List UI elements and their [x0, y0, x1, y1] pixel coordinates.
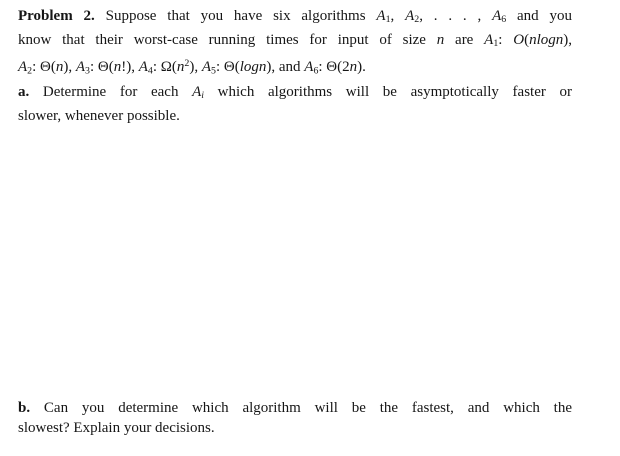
- math-run: n: [113, 59, 122, 76]
- math-run: logn: [239, 59, 267, 76]
- text-line: [18, 30, 572, 54]
- math-run: n: [176, 59, 185, 76]
- math-run: n: [55, 59, 64, 76]
- math-run: A: [192, 83, 202, 100]
- math-run: 2: [184, 58, 190, 70]
- bold-text-run: b.: [18, 400, 31, 416]
- text-run: ),: [63, 59, 76, 76]
- math-run: n: [436, 32, 445, 49]
- math-run: 2: [414, 14, 420, 26]
- math-run: A: [304, 59, 314, 76]
- bold-text-run: a.: [18, 83, 30, 100]
- paragraph-problem-statement-and-part-a: [18, 6, 572, 126]
- math-run: A: [405, 8, 415, 24]
- text-run: ), and: [266, 59, 305, 76]
- text-run: are: [444, 32, 485, 49]
- math-run: A: [18, 59, 28, 76]
- text-run: : Ω(: [152, 59, 177, 76]
- text-run: slowest? Explain your decisions.: [18, 420, 215, 436]
- math-run: 6: [313, 65, 319, 77]
- text-run: and you: [506, 8, 572, 24]
- text-run: ),: [189, 59, 202, 76]
- math-run: nlogn: [529, 32, 564, 49]
- math-run: 3: [85, 65, 90, 77]
- text-run: : Θ(2: [318, 59, 350, 76]
- math-run: A: [376, 8, 386, 24]
- math-run: 1: [385, 14, 391, 26]
- math-run: n: [349, 59, 358, 76]
- text-line: [18, 106, 572, 126]
- math-run: 1: [493, 38, 499, 50]
- text-run: , . . . ,: [419, 8, 493, 24]
- text-run: know that their worst-case running times for input of size: [18, 32, 437, 49]
- text-run: Determine for each: [29, 83, 193, 100]
- math-run: A: [484, 32, 494, 49]
- text-run: ),: [563, 32, 572, 49]
- text-run: Can you determine which algorithm will be the fastest, and which the: [30, 400, 572, 416]
- bold-text-run: Problem 2.: [18, 8, 95, 24]
- math-run: A: [201, 59, 211, 76]
- math-run: O: [513, 32, 525, 49]
- text-run: (: [524, 32, 530, 49]
- text-run: slower, whenever possible.: [18, 107, 180, 124]
- text-run: Suppose that you have six algorithms: [94, 8, 377, 24]
- text-run: which algorithms will be asymptotically faster or: [204, 83, 572, 100]
- math-run: A: [492, 8, 502, 24]
- text-run: : Θ(: [215, 59, 240, 76]
- math-run: A: [138, 59, 148, 76]
- text-run: !),: [121, 59, 139, 76]
- text-run: ,: [390, 8, 406, 24]
- text-line: [18, 398, 572, 418]
- text-line: [18, 82, 572, 106]
- math-run: 2: [27, 65, 33, 77]
- text-line: [18, 54, 572, 81]
- paragraph-part-b: [18, 398, 572, 438]
- math-run: i: [201, 89, 205, 101]
- text-run: ).: [357, 59, 366, 76]
- text-run: : Θ(: [32, 59, 56, 76]
- math-run: A: [75, 59, 86, 76]
- text-run: :: [498, 32, 514, 49]
- math-run: 5: [211, 65, 216, 77]
- text-run: : Θ(: [89, 59, 114, 76]
- text-line: [18, 6, 572, 30]
- math-run: 6: [501, 14, 507, 26]
- text-line: [18, 418, 572, 438]
- math-run: 4: [147, 65, 153, 77]
